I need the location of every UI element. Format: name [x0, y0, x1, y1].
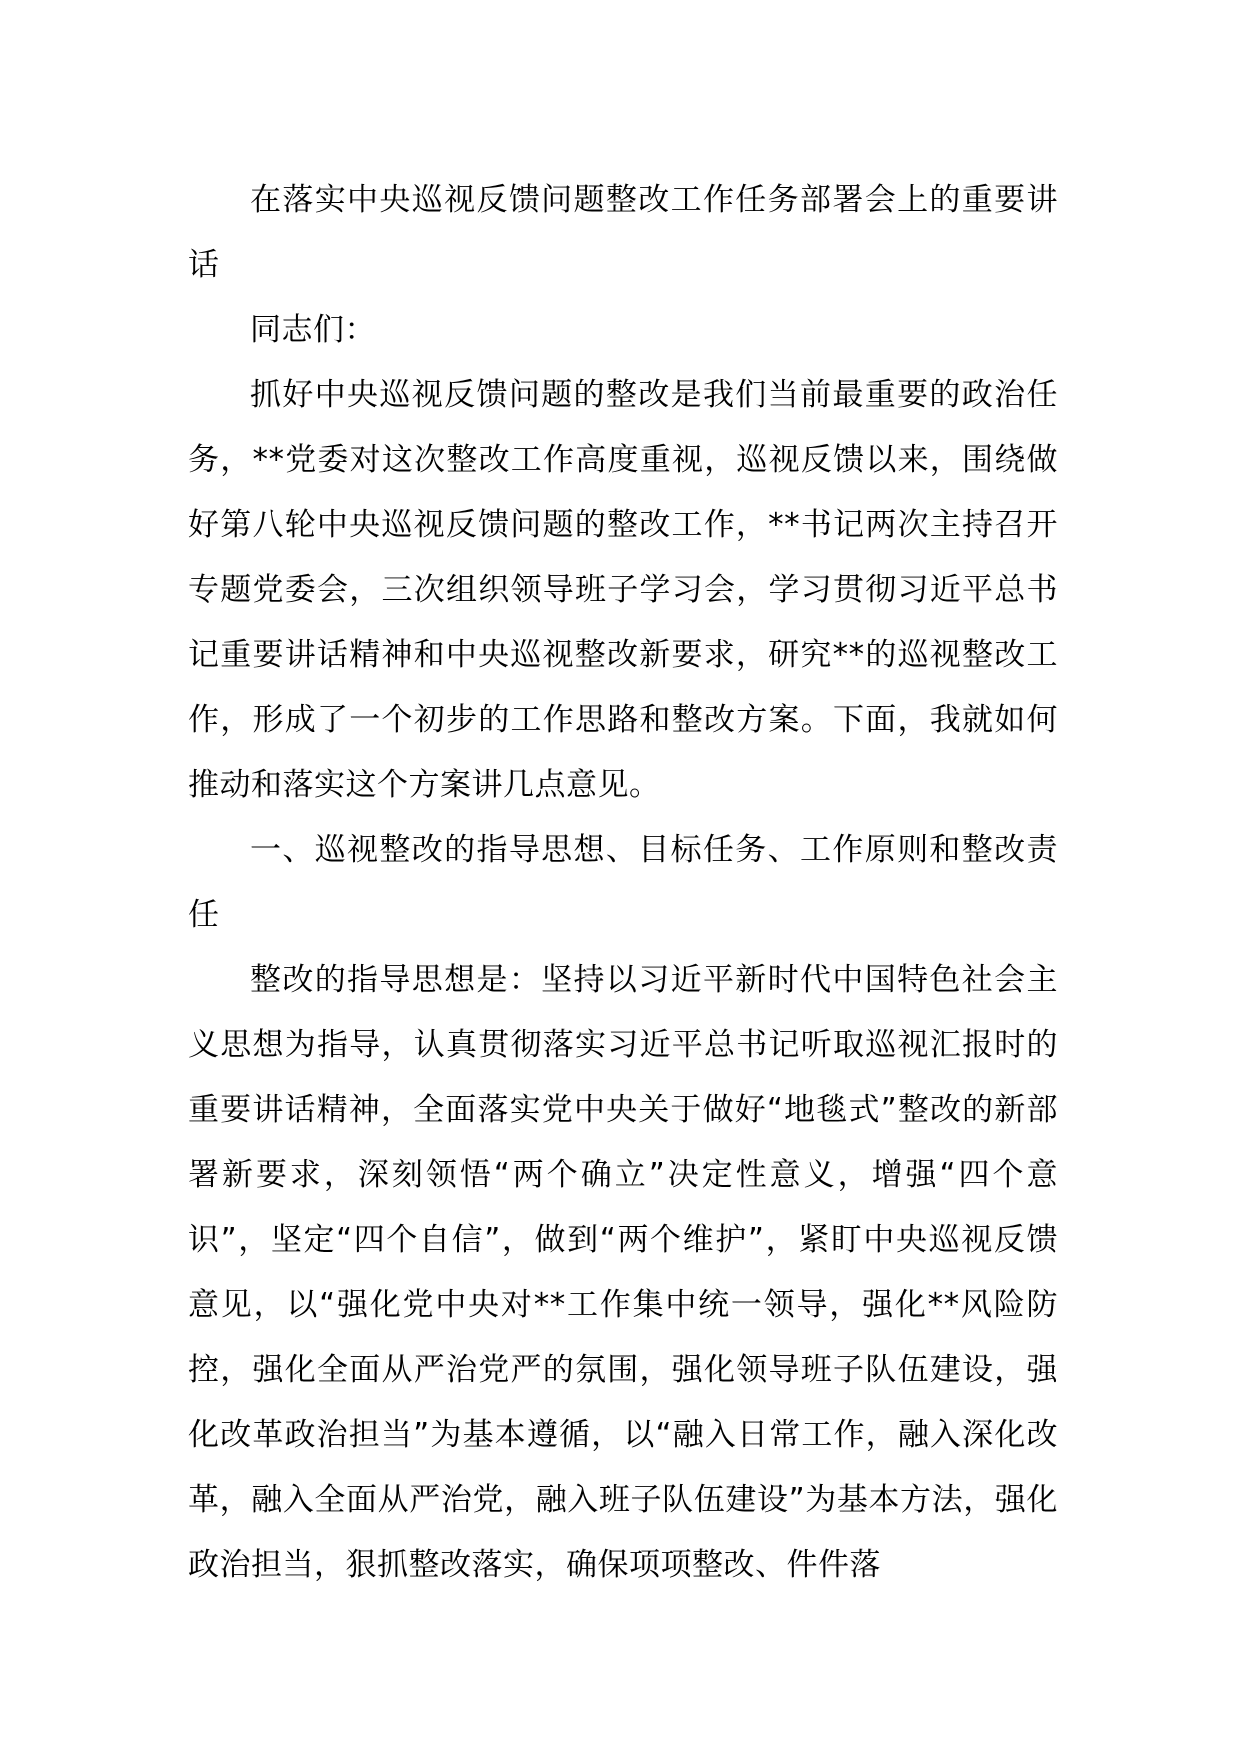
- greeting: 同志们：: [250, 312, 376, 348]
- paragraph-guiding-thought: 整改的指导思想是：坚持以习近平新时代中国特色社会主义思想为指导，认真贯彻落实习近平总书记听取巡视汇报时的重要讲话精神，全面落实党中央关于做好“地毯式”整改的新部署新要求，深刻领悟“两个确立”决定性意义，增强“四个意识”，坚定“四个自信”，做到“两个维护”，紧盯中央巡视反馈意见，以“强化党中央对**工作集中统一领导，强化**风险防控，强化全面从严治党严的氛围，强化领导班子队伍建设，强化改革政治担当”为基本遵循，以“融入日常工作，融入深化改革，融入全面从严治党，融入班子队伍建设”为基本方法，强化政治担当，狠抓整改落实，确保项项整改、件件落: [188, 962, 1058, 1583]
- document-body: [188, 168, 1058, 1598]
- paragraph-intro: 抓好中央巡视反馈问题的整改是我们当前最重要的政治任务，**党委对这次整改工作高度重视，巡视反馈以来，围绕做好第八轮中央巡视反馈问题的整改工作，**书记两次主持召开专题党委会，三次组织领导班子学习会，学习贯彻习近平总书记重要讲话精神和中央巡视整改新要求，研究**的巡视整改工作，形成了一个初步的工作思路和整改方案。下面，我就如何推动和落实这个方案讲几点意见。: [188, 377, 1058, 803]
- speech-title: 在落实中央巡视反馈问题整改工作任务部署会上的重要讲话: [188, 182, 1058, 283]
- section-heading-1: 一、巡视整改的指导思想、目标任务、工作原则和整改责任: [188, 832, 1058, 933]
